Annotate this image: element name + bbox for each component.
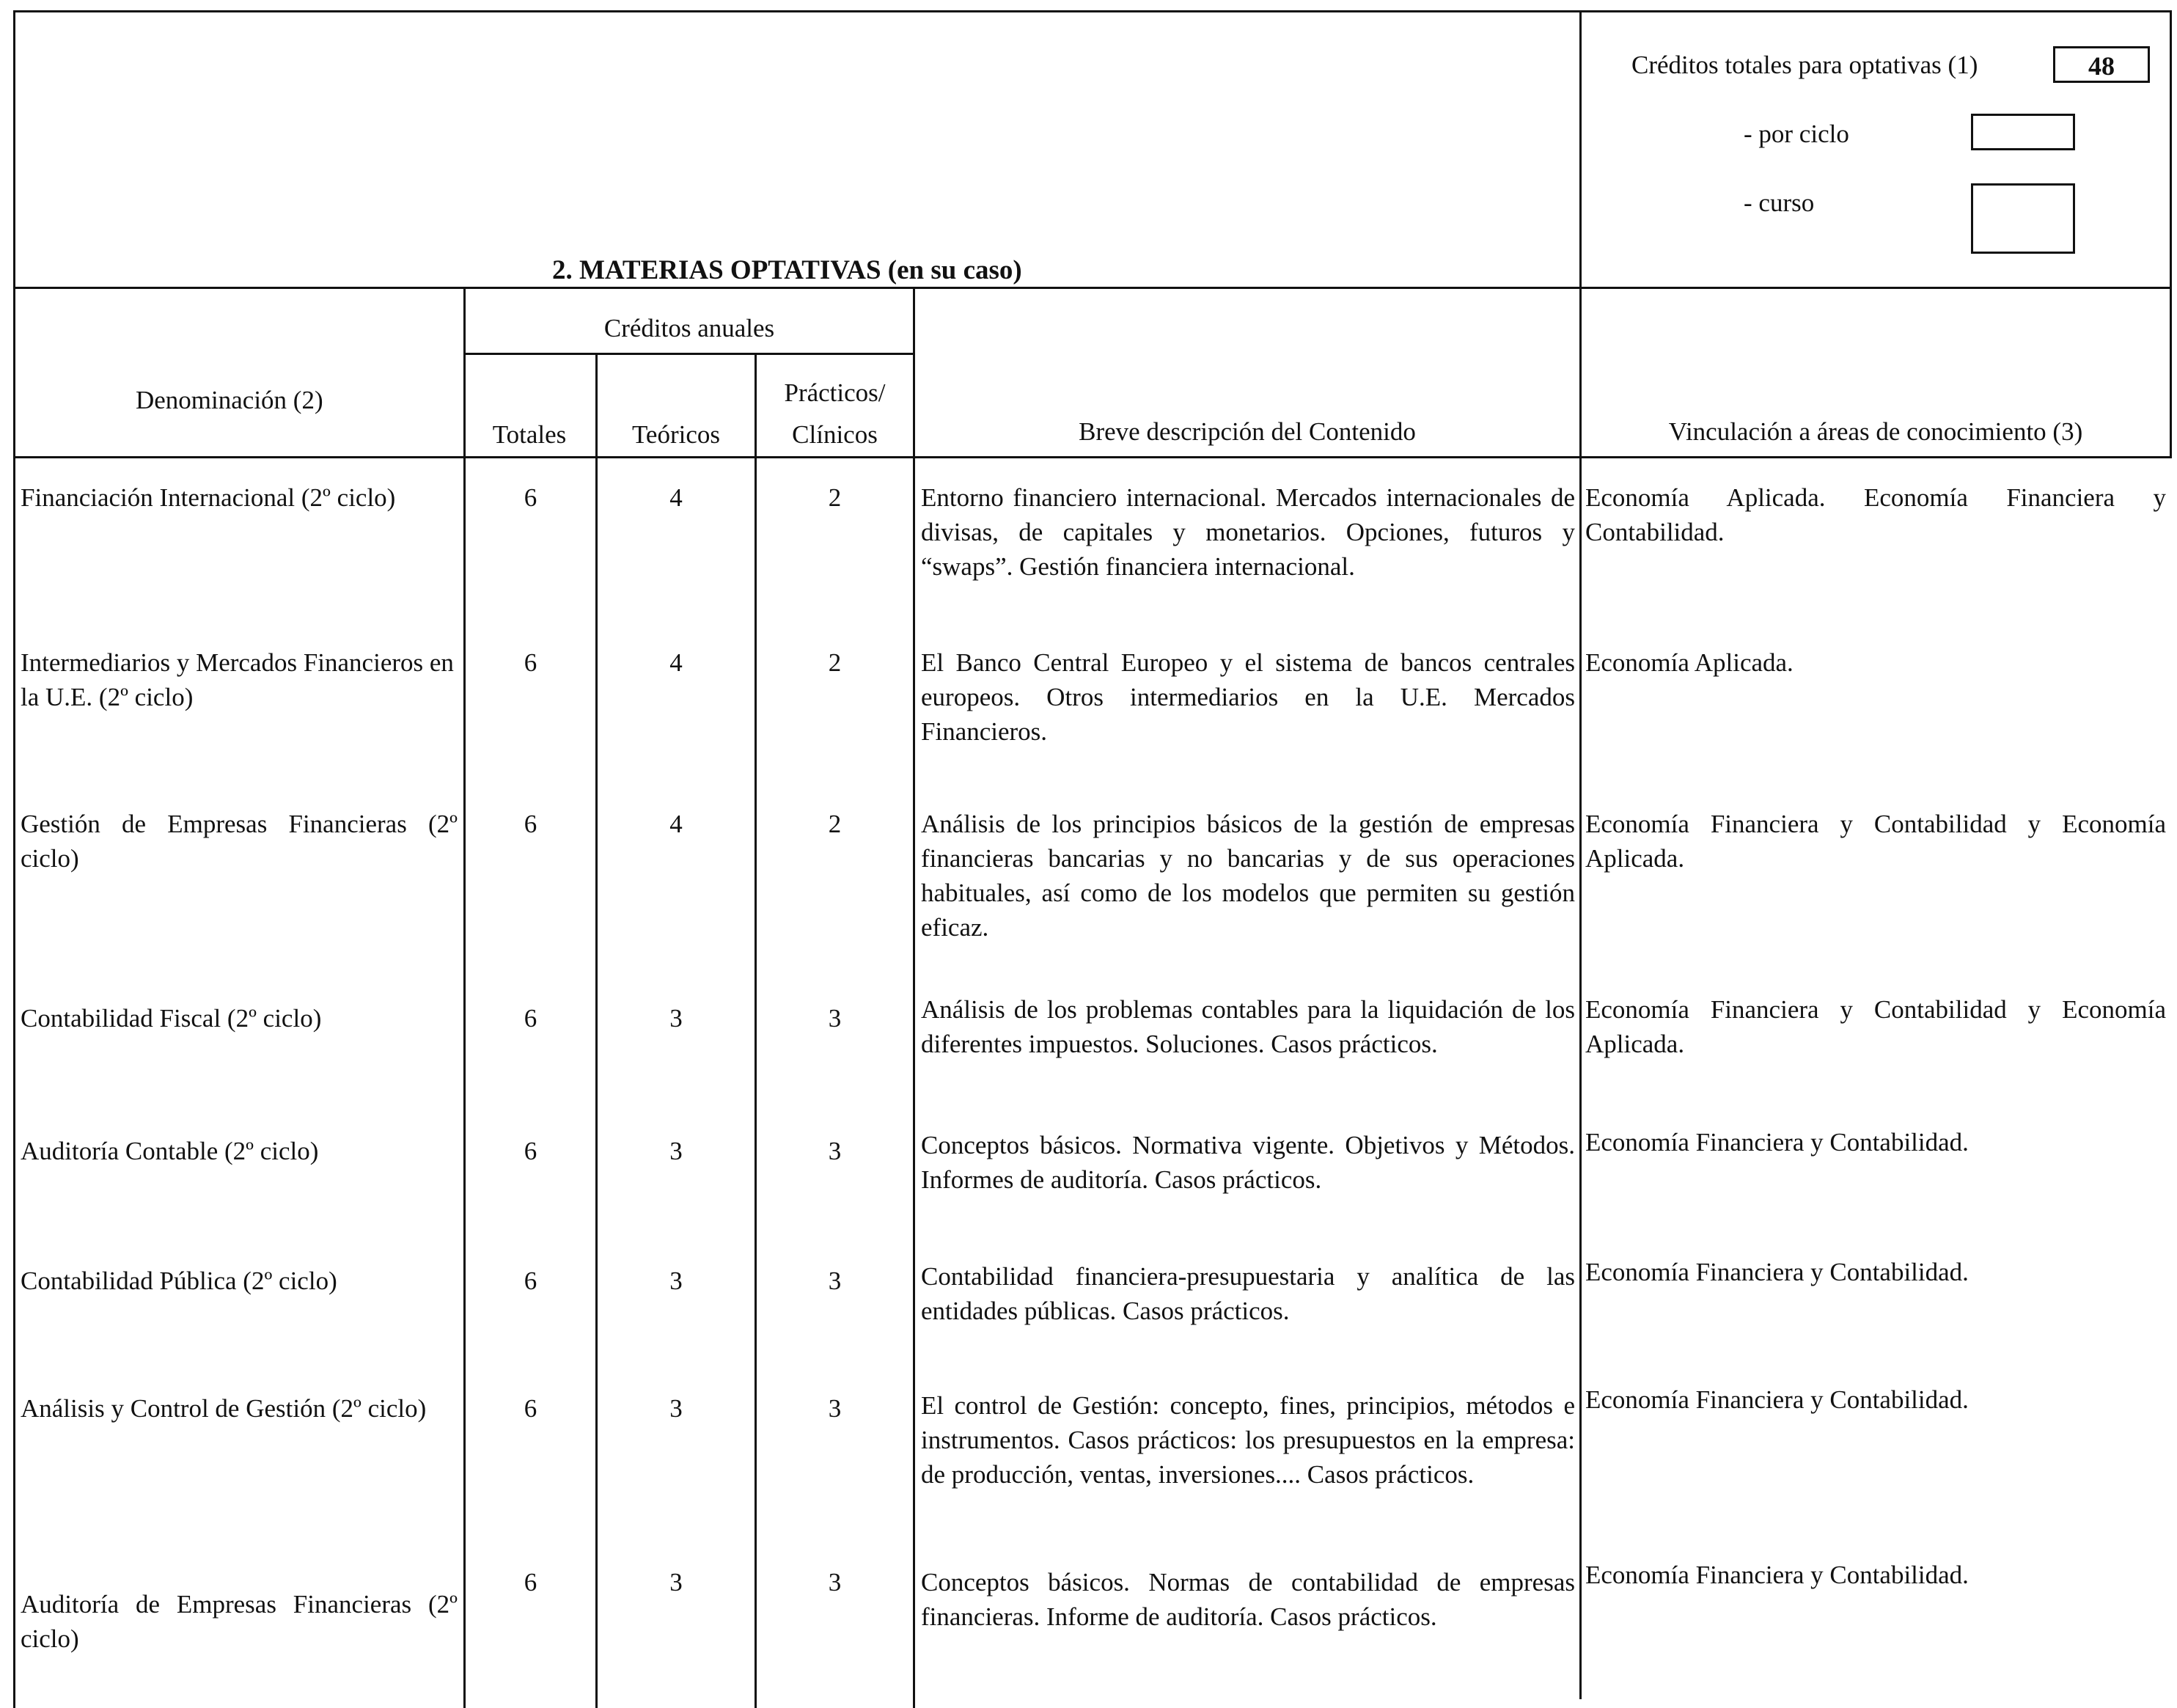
subject-areas: Economía Aplicada. Economía Financiera y Contabilidad.	[1585, 483, 2166, 546]
per-cycle-box	[1971, 114, 2075, 150]
header-areas: Vinculación a áreas de conocimiento (3)	[1668, 417, 2083, 446]
course-box	[1971, 183, 2075, 254]
credits-practical: 3	[828, 1568, 842, 1597]
subject-name: Auditoría de Empresas Financieras (2º ciclo)	[21, 1590, 458, 1653]
subject-name: Intermediarios y Mercados Financieros en la U.E. (2º ciclo)	[21, 648, 454, 711]
subject-name: Auditoría Contable (2º ciclo)	[21, 1137, 319, 1165]
subject-description: Análisis de los problemas contables para la liquidación de los diferentes impuestos. Soluciones. Casos prácticos.	[921, 995, 1575, 1058]
per-cycle-label: - por ciclo	[1744, 120, 1849, 148]
credits-totals: 6	[524, 483, 537, 512]
subject-areas: Economía Financiera y Contabilidad.	[1585, 1385, 1969, 1414]
credits-totals: 6	[524, 1004, 537, 1033]
subject-description: El Banco Central Europeo y el sistema de bancos centrales europeos. Otros intermediarios en la U.E. Mercados Financieros.	[921, 648, 1575, 746]
course-label: - curso	[1744, 188, 1815, 217]
subject-areas: Economía Financiera y Contabilidad.	[1585, 1561, 1969, 1589]
credits-theoretical: 4	[669, 648, 683, 677]
subject-areas: Economía Financiera y Contabilidad y Economía Aplicada.	[1585, 810, 2166, 873]
subject-areas: Economía Financiera y Contabilidad y Economía Aplicada.	[1585, 995, 2166, 1058]
subject-name: Financiación Internacional (2º ciclo)	[21, 483, 396, 512]
subject-areas: Economía Financiera y Contabilidad.	[1585, 1258, 1969, 1286]
subject-name: Gestión de Empresas Financieras (2º ciclo)	[21, 810, 458, 873]
credits-theoretical: 4	[669, 810, 683, 838]
header-theoretical: Teóricos	[631, 420, 720, 449]
subject-description: Análisis de los principios básicos de la gestión de empresas financieras bancarias y no bancarias y de sus operaciones habituales, así como de los modelos que permiten su gestión eficaz.	[921, 810, 1575, 942]
credits-totals: 6	[524, 1394, 537, 1423]
subject-name: Contabilidad Fiscal (2º ciclo)	[21, 1004, 322, 1033]
subject-description: Contabilidad financiera-presupuestaria y analítica de las entidades públicas. Casos prácticos.	[921, 1262, 1575, 1325]
credits-theoretical: 3	[669, 1137, 683, 1165]
credits-practical: 3	[828, 1137, 842, 1165]
credits-totals: 6	[524, 810, 537, 838]
section-title: 2. MATERIAS OPTATIVAS (en su caso)	[552, 255, 1022, 285]
subject-description: Conceptos básicos. Normativa vigente. Objetivos y Métodos. Informes de auditoría. Casos prácticos.	[921, 1131, 1575, 1194]
header-bottom-line	[13, 287, 2172, 289]
credits-total-value: 48	[2088, 51, 2115, 81]
credits-practical: 2	[828, 483, 842, 512]
credits-theoretical: 4	[669, 483, 683, 512]
credits-total-box	[2053, 46, 2150, 83]
subject-description: El control de Gestión: concepto, fines, principios, métodos e instrumentos. Casos prácticos: los presupuestos en la empresa: de producción, ventas, inversiones.... Casos prácticos.	[921, 1391, 1575, 1489]
header-practical-line1: Prácticos/	[784, 378, 886, 407]
credits-theoretical: 3	[669, 1568, 683, 1597]
credits-practical: 3	[828, 1004, 842, 1033]
credits-theoretical: 3	[669, 1267, 683, 1295]
credits-total-label: Créditos totales para optativas (1)	[1631, 51, 1978, 79]
frame-left-line	[13, 10, 15, 1708]
col-divider-description	[913, 287, 915, 1708]
credits-totals: 6	[524, 648, 537, 677]
credits-practical: 3	[828, 1394, 842, 1423]
table-header-bottom-line	[13, 456, 2172, 458]
annual-credits-underline	[463, 353, 915, 355]
header-practical-line2: Clínicos	[792, 420, 878, 449]
subject-name: Contabilidad Pública (2º ciclo)	[21, 1267, 337, 1295]
frame-right-line	[2170, 10, 2172, 458]
subject-areas: Economía Aplicada.	[1585, 648, 1794, 677]
header-denomination: Denominación (2)	[136, 386, 323, 414]
credits-practical: 2	[828, 648, 842, 677]
frame-top-line	[13, 10, 2172, 12]
credits-totals: 6	[524, 1568, 537, 1597]
header-annual-credits: Créditos anuales	[603, 314, 775, 342]
subject-areas: Economía Financiera y Contabilidad.	[1585, 1128, 1969, 1157]
credits-totals: 6	[524, 1137, 537, 1165]
credits-totals: 6	[524, 1267, 537, 1295]
subject-name: Análisis y Control de Gestión (2º ciclo)	[21, 1394, 427, 1423]
header-totals: Totales	[492, 420, 567, 449]
credits-theoretical: 3	[669, 1004, 683, 1033]
credits-practical: 2	[828, 810, 842, 838]
header-divider-vertical	[1579, 10, 1582, 1699]
subject-description: Entorno financiero internacional. Mercados internacionales de divisas, de capitales y monetarios. Opciones, futuros y “swaps”. Gestión financiera internacional.	[921, 483, 1575, 581]
subject-description: Conceptos básicos. Normas de contabilidad de empresas financieras. Informe de auditoría. Casos prácticos.	[921, 1568, 1575, 1631]
credits-practical: 3	[828, 1267, 842, 1295]
header-description: Breve descripción del Contenido	[1079, 417, 1416, 446]
credits-theoretical: 3	[669, 1394, 683, 1423]
